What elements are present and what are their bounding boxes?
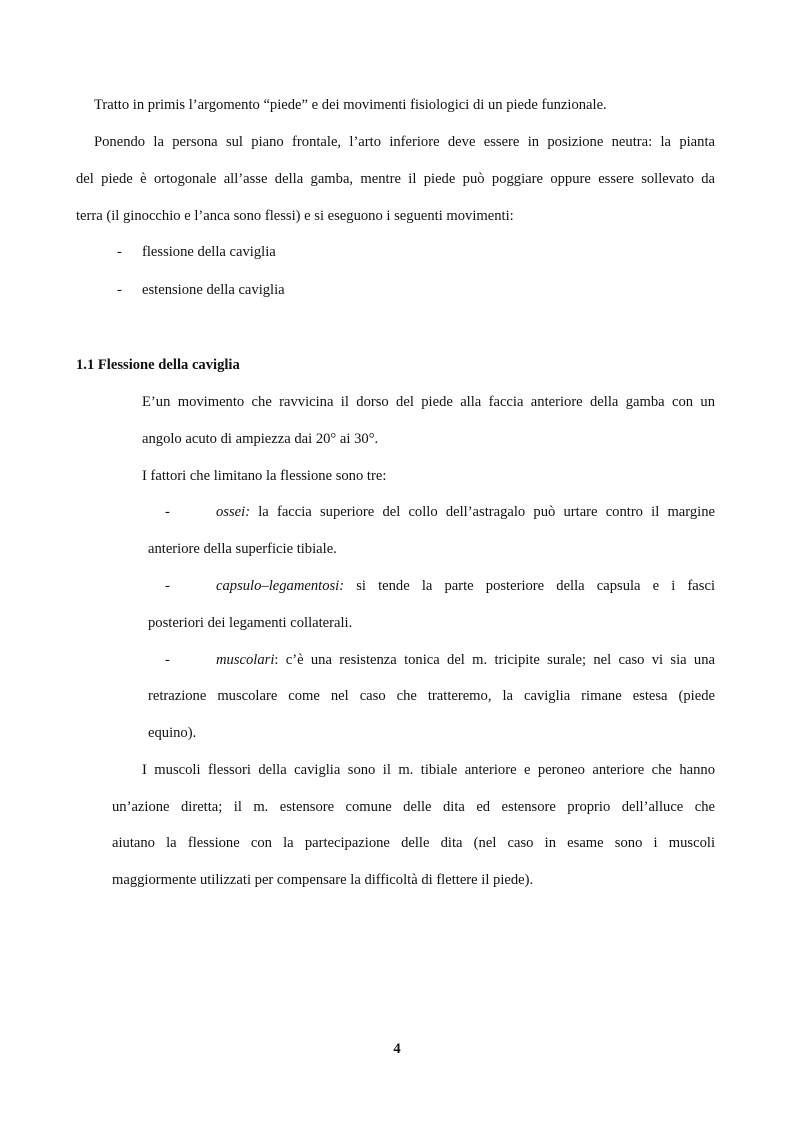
intro-paragraph-2-line-3: terra (il ginocchio e l’anca sono flessi) e si eseguono i seguenti movimenti: (76, 208, 514, 224)
section-heading: 1.1 Flessione della caviglia (76, 357, 240, 373)
section-paragraph-1-line-1: E’un movimento che ravvicina il dorso del piede alla faccia anteriore della gamba con un (142, 394, 715, 410)
intro-paragraph-1: Tratto in primis l’argomento “piede” e dei movimenti fisiologici di un piede funzionale. (94, 97, 607, 113)
section-paragraph-3-line-1: I muscoli flessori della caviglia sono il m. tibiale anteriore e peroneo anteriore che hanno (142, 762, 715, 778)
section-paragraph-3-line-3: aiutano la flessione con la partecipazione delle dita (nel caso in esame sono i muscoli (112, 835, 715, 851)
section-paragraph-3-line-4: maggiormente utilizzati per compensare la difficoltà di flettere il piede). (112, 872, 534, 888)
bullet-marker: - (117, 282, 122, 298)
section-paragraph-3-line-2: un’azione diretta; il m. estensore comune delle dita ed estensore proprio dell’alluce che (112, 799, 715, 815)
factor-ossei-line-2: anteriore della superficie tibiale. (148, 541, 337, 557)
factor-text: la faccia superiore del collo dell’astragalo può urtare contro il margine (250, 504, 715, 520)
factor-text: : c’è una resistenza tonica del m. tricipite surale; nel caso vi sia una (274, 652, 715, 668)
factor-term: capsulo–legamentosi: (216, 578, 345, 594)
factor-muscolari-line-2: retrazione muscolare come nel caso che tratteremo, la caviglia rimane estesa (piede (148, 688, 715, 704)
intro-paragraph-2-line-1: Ponendo la persona sul piano frontale, l’arto inferiore deve essere in posizione neutra: la pianta (94, 134, 715, 150)
factor-muscolari-line-1 (216, 650, 715, 670)
list-item: flessione della caviglia (142, 244, 276, 260)
bullet-marker: - (165, 504, 170, 520)
intro-paragraph-2-line-2: del piede è ortogonale all’asse della gamba, mentre il piede può poggiare oppure essere sollevato da (76, 171, 715, 187)
factor-term: ossei: (216, 504, 251, 520)
bullet-marker: - (165, 652, 170, 668)
page-number: 4 (393, 1041, 401, 1057)
factor-capsulo-line-2: posteriori dei legamenti collaterali. (148, 615, 353, 631)
factor-capsulo-line-1 (216, 576, 715, 596)
factor-text: si tende la parte posteriore della capsula e i fasci (344, 578, 715, 594)
bullet-marker: - (117, 244, 122, 260)
bullet-marker: - (165, 578, 170, 594)
section-paragraph-2: I fattori che limitano la flessione sono tre: (142, 468, 387, 484)
section-paragraph-1-line-2: angolo acuto di ampiezza dai 20° ai 30°. (142, 431, 379, 447)
list-item: estensione della caviglia (142, 282, 285, 298)
factor-muscolari-line-3: equino). (148, 725, 197, 741)
factor-ossei-line-1 (216, 502, 715, 522)
factor-term: muscolari (216, 652, 275, 668)
